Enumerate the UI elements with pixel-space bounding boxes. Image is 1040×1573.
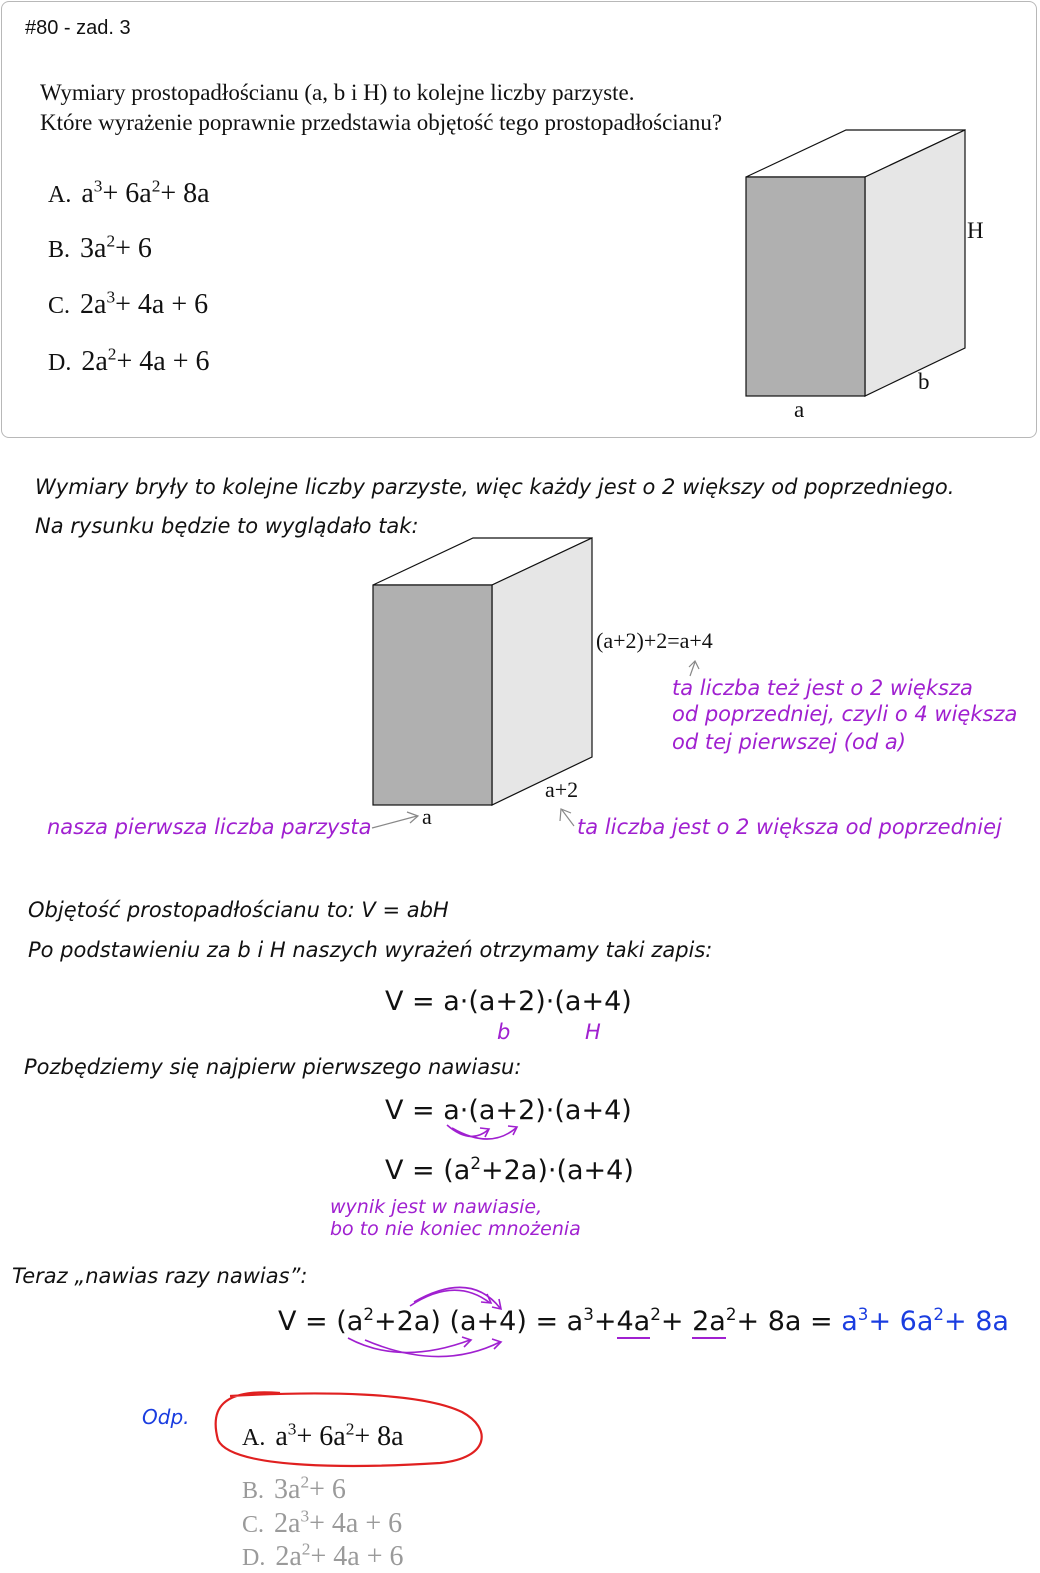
question-line-2: Które wyrażenie poprawnie przedstawia objętość tego prostopadłościanu?	[40, 110, 723, 135]
option-c: C. $2a^3+ 4a + 6$	[48, 287, 209, 320]
solution-line-1: Wymiary bryły to kolejne liczby parzyste, więc każdy jest o 2 większy od poprzedniego.	[35, 475, 955, 499]
answer-label: Odp.	[142, 1405, 190, 1429]
equation-1: V = a·(a+2)·(a+4)	[385, 986, 632, 1017]
note-result-2: bo to nie koniec mnożenia	[330, 1218, 581, 1240]
option-d: D. $2a^2+ 4a + 6$	[48, 344, 210, 377]
eq1-h-label: H	[585, 1020, 601, 1044]
note-a: nasza pierwsza liczba parzysta	[47, 815, 372, 839]
note-b: ta liczba jest o 2 większa od poprzedniej	[577, 815, 1002, 839]
label2-a: a	[422, 804, 432, 829]
label2-h: (a+2)+2=a+4	[596, 628, 713, 653]
label-a: a	[794, 397, 805, 422]
bracket-line: Teraz „nawias razy nawias”:	[12, 1264, 308, 1288]
answer-option-b: B. $3a^2+ 6$	[242, 1472, 346, 1505]
answer-option-c: C. $2a^3+ 4a + 6$	[242, 1506, 403, 1539]
note-result-1: wynik jest w nawiasie,	[330, 1196, 543, 1218]
option-b: B. $3a^2+ 6$	[48, 231, 152, 264]
equation-4: $V = (a^2+2a) (a+4) = a^3+4a^2+ 2a^2+ 8a = a^3+ 6a^2+ 8a$	[278, 1304, 1009, 1337]
label-h: H	[967, 218, 984, 243]
equation-3: $V = (a^2+2a)\cdot(a+4)$	[385, 1153, 634, 1186]
answer-option-a: A. $a^3+ 6a^2+ 8a$	[242, 1419, 404, 1452]
problem-id: #80 - zad. 3	[25, 17, 131, 39]
label-b: b	[918, 369, 930, 394]
equation-2: V = a·(a+2)·(a+4)	[385, 1095, 632, 1126]
note-h-2: od poprzedniej, czyli o 4 większa	[672, 702, 1018, 726]
question-line-1: Wymiary prostopadłościanu (a, b i H) to kolejne liczby parzyste.	[40, 80, 635, 105]
eq1-b-label: b	[497, 1020, 511, 1044]
volume-line: Objętość prostopadłościanu to: V = abH	[28, 898, 449, 922]
substitute-line: Po podstawieniu za b i H naszych wyrażeń otrzymamy taki zapis:	[28, 938, 713, 962]
label2-b: a+2	[545, 777, 579, 802]
answer-option-d: D. $2a^2+ 4a + 6$	[242, 1539, 404, 1572]
solution-line-2: Na rysunku będzie to wyglądało tak:	[35, 514, 419, 538]
final-result: $a^3+ 6a^2+ 8a$	[841, 1304, 1009, 1337]
first-bracket-line: Pozbędziemy się najpierw pierwszego nawiasu:	[24, 1055, 522, 1079]
note-h-3: od tej pierwszej (od a)	[672, 730, 906, 754]
note-h-1: ta liczba też jest o 2 większa	[672, 676, 973, 700]
option-a: A. $a^3+ 6a^2+ 8a$	[48, 176, 210, 209]
